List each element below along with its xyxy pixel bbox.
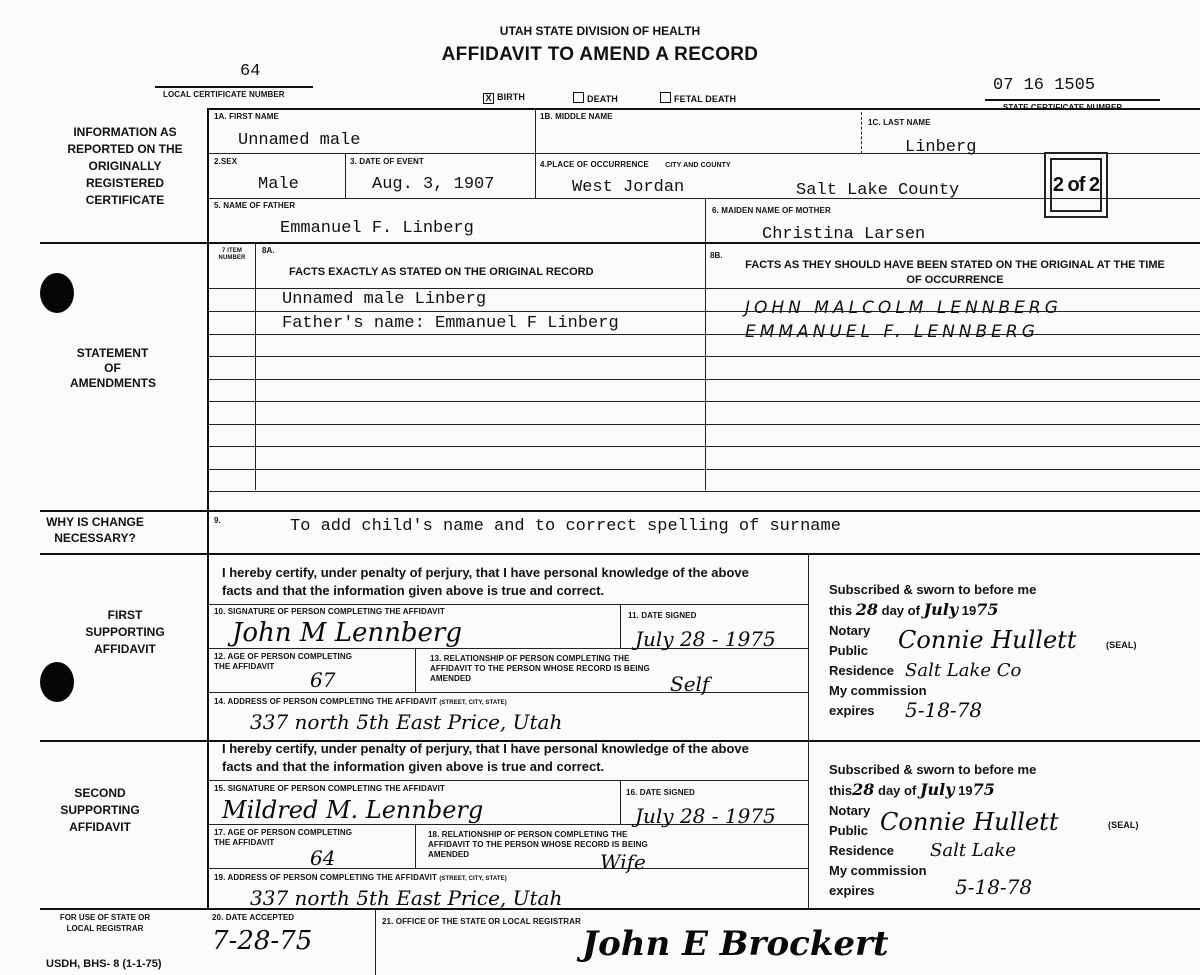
notary1-public-label: Notary Public [829,623,871,658]
form-id: USDH, BHS- 8 (1-1-75) [46,958,162,970]
sig2-label: 15. SIGNATURE OF PERSON COMPLETING THE AFFIDAVIT [214,784,445,793]
birth-checkbox[interactable]: X [483,93,494,104]
notary1-residence: Salt Lake Co [905,660,1022,681]
notary2-subscribed: Subscribed & sworn to before me [829,762,1037,777]
local-cert-label: LOCAL CERTIFICATE NUMBER [163,90,285,99]
punch-hole [40,273,74,313]
col-8b-num: 8B. [710,251,723,260]
date1-label: 11. DATE SIGNED [628,611,697,620]
notary1-block: Subscribed & sworn to before me this 28 day of July 1975 Notary Public Residence My commission expires [829,580,1129,721]
notary2-year: 75 [972,780,995,799]
date1-value: July 28 - 1975 [635,627,776,651]
place-city-value: West Jordan [572,178,685,197]
record-type-fetal-death[interactable]: FETAL DEATH [660,92,736,104]
age1-label: 12. AGE OF PERSON COMPLETING THE AFFIDAVIT [214,652,353,671]
notary2-block: Subscribed & sworn to before me this28 day of July 1975 Notary Public Residence My commission expires [829,760,1129,901]
date2-label: 16. DATE SIGNED [626,788,695,797]
notary1-signature: Connie Hullett [898,626,1077,654]
amend-row-1-original: Unnamed male Linberg [282,290,487,309]
certify-text-1: I hereby certify, under penalty of perjury, that I have personal knowledge of the above facts and that the information given above is true and correct. [222,565,749,598]
sig1-label: 10. SIGNATURE OF PERSON COMPLETING THE AFFIDAVIT [214,607,445,616]
death-checkbox[interactable] [573,92,584,103]
father-name-label: 5. NAME OF FATHER [214,201,296,210]
col-8a-num: 8A. [262,246,275,255]
addr2-value: 337 north 5th East Price, Utah [250,886,563,910]
date2-value: July 28 - 1975 [635,804,776,828]
notary2-day: 28 [852,780,875,799]
item-number-label: 7 ITEM NUMBER [218,248,246,261]
rel2-label: 18. RELATIONSHIP OF PERSON COMPLETING THE AFFIDAVIT TO THE PERSON WHOSE RECORD IS BEING AMENDED [428,830,648,859]
place-label: 4.PLACE OF OCCURRENCE CITY AND COUNTY [540,160,731,169]
notary1-day: 28 [855,600,879,619]
date-of-event-value: Aug. 3, 1907 [372,175,495,194]
rel1-label: 13. RELATIONSHIP OF PERSON COMPLETING THE AFFIDAVIT TO THE PERSON WHOSE RECORD IS BEING AMENDED [430,654,650,683]
notary1-expires: 5-18-78 [905,698,983,722]
notary1-subscribed: Subscribed & sworn to before me [829,582,1037,597]
sig1-signature: John M Lennberg [232,618,462,648]
notary2-expires: 5-18-78 [955,875,1033,899]
punch-hole [40,662,74,702]
place-county-value: Salt Lake County [796,181,960,200]
mother-name-value: Christina Larsen [762,225,926,244]
sig2-signature: Mildred M. Lennberg [222,796,484,824]
state-cert-label: STATE CERTIFICATE NUMBER [1003,103,1123,112]
father-name-value: Emmanuel F. Linberg [280,219,474,238]
first-name-value: Unnamed male [238,131,361,150]
page-stamp: 2 of 2 [1044,152,1108,218]
addr2-label: 19. ADDRESS OF PERSON COMPLETING THE AFFIDAVIT (STREET, CITY, STATE) [214,873,507,882]
notary2-signature: Connie Hullett [880,808,1059,836]
amend-row-2-original: Father's name: Emmanuel F Linberg [282,314,619,333]
accepted-value: 7-28-75 [212,926,313,956]
notary2-residence: Salt Lake [930,840,1017,861]
why-num: 9. [214,516,221,525]
notary2-seal: (SEAL) [1108,820,1139,830]
section-info-label: INFORMATION AS REPORTED ON THE ORIGINALLY REGISTERED CERTIFICATE [67,125,183,207]
section-statement-label: STATEMENT OF AMENDMENTS [70,346,156,390]
agency-name: UTAH STATE DIVISION OF HEALTH [499,24,701,38]
office-label: 21. OFFICE OF THE STATE OR LOCAL REGISTRAR [382,917,581,926]
age1-value: 67 [310,668,336,692]
sex-label: 2.SEX [214,157,238,166]
registrar-signature: John E Brockert [582,924,889,964]
date-of-event-label: 3. DATE OF EVENT [350,157,424,166]
amend-row-2-corrected: EMMANUEL F. LENNBERG [745,322,1039,342]
amend-row-1-corrected: JOHN MALCOLM LENNBERG [745,298,1062,318]
col-8a-title: FACTS EXACTLY AS STATED ON THE ORIGINAL RECORD [289,266,594,278]
accepted-label: 20. DATE ACCEPTED [212,913,295,922]
last-name-label: 1C. LAST NAME [868,118,931,127]
addr1-label: 14. ADDRESS OF PERSON COMPLETING THE AFFIDAVIT (STREET, CITY, STATE) [214,697,507,706]
notary1-residence-label: Residence [829,663,895,678]
age2-label: 17. AGE OF PERSON COMPLETING THE AFFIDAVIT [214,828,353,847]
section-second-label: SECOND SUPPORTING AFFIDAVIT [60,786,140,834]
section-first-label: FIRST SUPPORTING AFFIDAVIT [85,608,165,656]
notary2-month: July [919,780,955,799]
mother-name-label: 6. MAIDEN NAME OF MOTHER [712,206,831,215]
why-value: To add child's name and to correct spelling of surname [290,517,841,536]
state-cert-number: 07 16 1505 [993,76,1096,95]
first-name-label: 1A. FIRST NAME [214,112,279,121]
col-8b-title: FACTS AS THEY SHOULD HAVE BEEN STATED ON THE ORIGINAL AT THE TIME OF OCCURRENCE [745,259,1165,286]
notary2-public-label: Notary Public [829,803,871,838]
local-cert-number: 64 [240,62,261,81]
fetal-death-checkbox[interactable] [660,92,671,103]
office-use-label: FOR USE OF STATE OR LOCAL REGISTRAR [59,913,151,933]
record-type-birth[interactable]: X BIRTH [483,92,525,104]
notary2-residence-label: Residence [829,843,895,858]
notary2-commission-label: My commission expires [829,863,927,898]
certify-text-2: I hereby certify, under penalty of perjury, that I have personal knowledge of the above facts and that the information given above is true and correct. [222,741,749,774]
middle-name-label: 1B. MIDDLE NAME [540,112,613,121]
rel2-value: Wife [600,850,646,874]
notary1-seal: (SEAL) [1106,640,1137,650]
last-name-value: Linberg [905,138,977,157]
notary1-commission-label: My commission expires [829,683,927,718]
sex-value: Male [258,175,299,194]
rel1-value: Self [670,672,710,696]
age2-value: 64 [310,846,336,870]
notary1-year: 75 [976,600,999,619]
form-title: AFFIDAVIT TO AMEND A RECORD [441,44,759,65]
record-type-death[interactable]: DEATH [573,92,618,104]
notary1-month: July [923,600,959,619]
addr1-value: 337 north 5th East Price, Utah [250,710,563,734]
section-why-label: WHY IS CHANGE NECESSARY? [46,515,144,545]
